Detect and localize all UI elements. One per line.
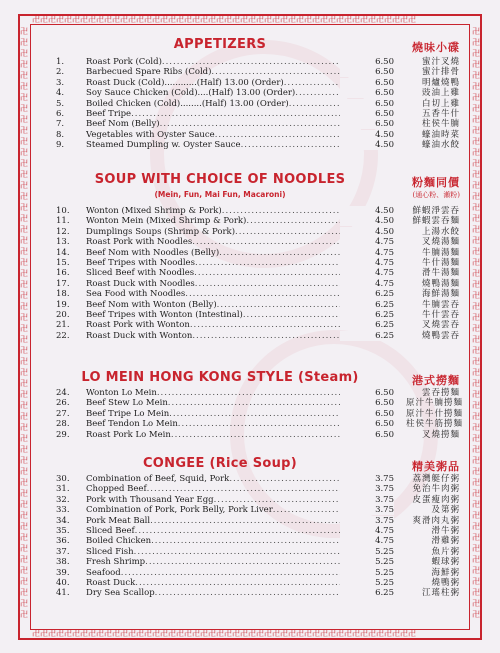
menu-item	[48, 474, 462, 484]
menu-item-price: 6.50	[340, 419, 394, 429]
menu-item	[48, 536, 462, 546]
menu-item	[48, 505, 462, 515]
menu-item-name: Wonton Lo Mein .....	[86, 388, 390, 398]
menu-item-number: 35.	[56, 526, 70, 536]
menu-item-name: Beef Tripes with Noodles .....	[86, 258, 390, 268]
menu-item-number: 3.	[56, 77, 65, 88]
menu-item	[48, 398, 462, 408]
menu-item-chinese-name: 海鮮粥	[431, 567, 460, 578]
menu-item-name: Sliced Fish .....	[86, 547, 390, 557]
menu-item-price: 3.75	[340, 516, 394, 526]
menu-item-price: 6.50	[340, 388, 394, 398]
menu-item-number: 13.	[56, 237, 70, 248]
menu-item-name: Beef Nom with Wonton (Belly) .....	[86, 300, 390, 310]
menu-item-price: 5.25	[340, 557, 394, 567]
greek-key-border-left: 卍 卍 卍 卍 卍 卍 卍 卍 卍 卍 卍 卍 卍 卍 卍 卍 卍 卍 卍 卍 卍 卍 卍 卍 卍 卍 卍 卍 卍 卍 卍 卍 卍 卍 卍 卍 卍 卍 卍 卍 卍 卍 卍 卍 卍 卍 卍 卍 卍 卍 卍 卍 卍 卍	[20, 27, 28, 619]
menu-item-price: 4.75	[340, 248, 394, 258]
menu-item-chinese-name: 牛腩雲吞	[421, 299, 460, 310]
menu-item-price: 6.25	[340, 331, 394, 341]
menu-item-name: Roast Pork Lo Mein .....	[86, 430, 390, 440]
menu-item	[48, 289, 462, 299]
menu-item	[48, 248, 462, 258]
menu-item-name: Pork with Thousand Year Egg .....	[86, 495, 390, 505]
menu-item-price: 5.25	[340, 578, 394, 588]
menu-item-number: 41.	[56, 588, 70, 599]
menu-item-number: 12.	[56, 226, 70, 237]
menu-item-price: 6.50	[340, 430, 394, 440]
section-subtitle-soup-noodles: (Mein, Fun, Mai Fun, Macaroni)	[154, 190, 286, 199]
menu-item-price: 5.25	[340, 568, 394, 578]
menu-item-number: 1.	[56, 57, 65, 67]
menu-item-chinese-name: 爽滑肉丸粥	[412, 515, 460, 526]
menu-item	[48, 300, 462, 310]
menu-item	[48, 310, 462, 320]
menu-item-name: Beef Tripes with Wonton (Intestinal) .....	[86, 310, 390, 320]
menu-item-price: 4.75	[340, 526, 394, 536]
menu-item	[48, 568, 462, 578]
menu-item	[48, 547, 462, 557]
menu-item-price: 5.25	[340, 547, 394, 557]
menu-item-name: Beef Tripe Lo Mein .....	[86, 409, 390, 419]
menu-item-number: 22.	[56, 330, 70, 341]
menu-item-price: 6.25	[340, 310, 394, 320]
menu-item	[48, 216, 462, 226]
menu-item	[48, 109, 462, 119]
menu-item	[48, 557, 462, 567]
menu-item-chinese-name: 滑牛湯麵	[421, 268, 460, 279]
menu-item-name: Wonton Mein (Mixed Shrimp & Pork) .....	[86, 216, 390, 226]
menu-item	[48, 99, 462, 109]
menu-item-name: Beef Nom with Noodles (Belly) .....	[86, 248, 390, 258]
menu-item-name: Chopped Beef .....	[86, 484, 390, 494]
menu-item-name: Beef Nom (Belly) .....	[86, 119, 390, 129]
section-title-congee: CONGEE (Rice Soup)	[142, 456, 298, 471]
menu-item-chinese-name: 叉燒撈麵	[421, 429, 460, 440]
menu-item-price: 4.50	[340, 227, 394, 237]
menu-item-price: 6.25	[340, 289, 394, 299]
menu-item-chinese-name: 荔灣艇仔粥	[412, 474, 460, 484]
menu-item	[48, 331, 462, 341]
menu-item-name: Soy Sauce Chicken (Cold)....(Half) 13.00 (Order) .....	[86, 88, 390, 98]
menu-item	[48, 57, 462, 67]
menu-item-price: 6.50	[340, 67, 394, 77]
menu-item-chinese-name: 明爐燒鴨	[421, 77, 460, 88]
section-title-soup-noodles-chinese: 粉麵同價	[412, 176, 460, 189]
menu-item	[48, 516, 462, 526]
menu-item	[48, 279, 462, 289]
menu-item-name: Pork Meat Ball .....	[86, 516, 390, 526]
menu-item-chinese-name: 雲吞撈麵	[421, 388, 460, 398]
menu-item-price: 4.75	[340, 258, 394, 268]
menu-item-name: Wonton (Mixed Shrimp & Pork) .....	[86, 206, 390, 216]
menu-item-number: 34.	[56, 515, 70, 526]
menu-item-chinese-name: 燒鴨湯麵	[421, 278, 460, 289]
menu-item-name: Beef Stew Lo Mein .....	[86, 398, 390, 408]
menu-item-name: Roast Pork with Noodles .....	[86, 237, 390, 247]
menu-item-chinese-name: 滑牛粥	[431, 526, 460, 536]
menu-item-price: 3.75	[340, 495, 394, 505]
menu-item-number: 17.	[56, 278, 70, 289]
menu-item-price: 4.75	[340, 237, 394, 247]
menu-item-name: Roast Duck (Cold)............(Half) 13.00 (Order) .....	[86, 78, 390, 88]
menu-item-number: 24.	[56, 388, 70, 398]
menu-item-chinese-name: 及第粥	[431, 505, 460, 516]
menu-item	[48, 78, 462, 88]
menu-item-number: 33.	[56, 505, 70, 516]
menu-item-price: 4.50	[340, 216, 394, 226]
menu-item-price: 3.75	[340, 505, 394, 515]
menu-item-chinese-name: 免治牛肉粥	[412, 484, 460, 495]
menu-item-number: 10.	[56, 206, 70, 216]
menu-item	[48, 258, 462, 268]
menu-item	[48, 526, 462, 536]
menu-item-name: Beef Tripe .....	[86, 109, 390, 119]
menu-item-name: Steamed Dumpling w. Oyster Sauce .....	[86, 140, 390, 150]
menu-item-number: 26.	[56, 398, 70, 409]
menu-item-chinese-name: 鮮蝦雲吞麵	[412, 216, 460, 227]
menu-item-name: Sliced Beef .....	[86, 526, 390, 536]
section-title-lo-mein-chinese: 港式撈麵	[412, 374, 460, 387]
menu-item	[48, 67, 462, 77]
menu-item-price: 6.25	[340, 588, 394, 598]
menu-item-price: 6.25	[340, 300, 394, 310]
menu-item-chinese-name: 鮮蝦淨雲吞	[412, 206, 460, 216]
menu-item-chinese-name: 白切上雞	[421, 98, 460, 109]
menu-item-name: Sea Food with Noodles .....	[86, 289, 390, 299]
menu-item-chinese-name: 牛什湯麵	[421, 258, 460, 268]
menu-item-number: 14.	[56, 247, 70, 258]
menu-item-number: 40.	[56, 578, 70, 588]
menu-item-name: Boiled Chicken .....	[86, 536, 390, 546]
greek-key-border-bottom: 卍卍卍卍卍卍卍卍卍卍卍卍卍卍卍卍卍卍卍卍卍卍卍卍卍卍卍卍卍卍卍卍卍卍卍卍卍卍卍卍卍卍卍卍卍卍卍卍	[32, 629, 416, 638]
menu-item-chinese-name: 滑雞粥	[431, 536, 460, 547]
menu-item-name: Dumplings Soups (Shrimp & Pork) .....	[86, 227, 390, 237]
section-title-lo-mein: LO MEIN HONG KONG STYLE (Steam)	[81, 370, 359, 385]
menu-item-number: 6.	[56, 109, 65, 119]
menu-item-chinese-name: 燒鴨粥	[431, 578, 460, 588]
section-title-appetizers-chinese: 燒味小碟	[412, 41, 460, 54]
menu-item	[48, 268, 462, 278]
menu-item	[48, 388, 462, 398]
menu-item-chinese-name: 江瑤柱粥	[421, 588, 460, 599]
menu-item-chinese-name: 原汁牛腩撈麵	[406, 398, 464, 409]
menu-item-number: 16.	[56, 268, 70, 279]
menu-item	[48, 578, 462, 588]
menu-item-price: 4.50	[340, 130, 394, 140]
menu-item-price: 4.50	[340, 140, 394, 150]
menu-item	[48, 237, 462, 247]
menu-item	[48, 206, 462, 216]
menu-item-name: Roast Pork (Cold) .....	[86, 57, 390, 67]
section-subtitle-soup-noodles-chinese: (通心粉、瀨粉)	[412, 191, 460, 199]
menu-item-chinese-name: 蠔油時菜	[421, 129, 460, 140]
menu-item-number: 31.	[56, 484, 70, 495]
menu-item-number: 11.	[56, 216, 70, 227]
menu-item-name: Roast Pork with Wonton .....	[86, 320, 390, 330]
menu-item-number: 9.	[56, 140, 65, 151]
menu-item-price: 6.50	[340, 119, 394, 129]
menu-item-name: Dry Sea Scallop .....	[86, 588, 390, 598]
menu-item-price: 6.50	[340, 398, 394, 408]
menu-item-name: Roast Duck .....	[86, 578, 390, 588]
menu-item-chinese-name: 叉燒湯麵	[421, 237, 460, 248]
menu-item-chinese-name: 海鮮湯麵	[421, 289, 460, 300]
menu-item-chinese-name: 五香牛什	[421, 109, 460, 119]
menu-item-chinese-name: 魚片粥	[431, 546, 460, 557]
menu-item-price: 3.75	[340, 484, 394, 494]
greek-key-border-right: 卍 卍 卍 卍 卍 卍 卍 卍 卍 卍 卍 卍 卍 卍 卍 卍 卍 卍 卍 卍 卍 卍 卍 卍 卍 卍 卍 卍 卍 卍 卍 卍 卍 卍 卍 卍 卍 卍 卍 卍 卍 卍 卍 卍 卍 卍 卍 卍 卍 卍 卍 卍 卍 卍	[472, 27, 480, 619]
menu-item-price: 6.50	[340, 78, 394, 88]
menu-item-name: Combination of Beef, Squid, Pork .....	[86, 474, 390, 484]
section-title-soup-noodles: SOUP WITH CHOICE OF NOODLES	[94, 172, 346, 187]
menu-item-number: 2.	[56, 67, 65, 78]
menu-item	[48, 119, 462, 129]
menu-item-price: 6.50	[340, 88, 394, 98]
menu-item-chinese-name: 蜜汁叉燒	[421, 57, 460, 67]
menu-item	[48, 409, 462, 419]
menu-item	[48, 140, 462, 150]
menu-item-name: Beef Tendon Lo Mein .....	[86, 419, 390, 429]
menu-item-price: 3.75	[340, 474, 394, 484]
menu-item	[48, 320, 462, 330]
menu-item-number: 29.	[56, 429, 70, 440]
menu-item-number: 32.	[56, 494, 70, 505]
greek-key-border-top: 卍卍卍卍卍卍卍卍卍卍卍卍卍卍卍卍卍卍卍卍卍卍卍卍卍卍卍卍卍卍卍卍卍卍卍卍卍卍卍卍卍卍卍卍卍卍卍卍	[32, 15, 416, 24]
menu-item-number: 30.	[56, 474, 70, 484]
menu-item-name: Roast Duck with Noodles .....	[86, 279, 390, 289]
menu-item-price: 4.75	[340, 279, 394, 289]
section-title-appetizers: APPETIZERS	[173, 37, 267, 52]
menu-item-price: 6.50	[340, 409, 394, 419]
menu-item-name: Combination of Pork, Pork Belly, Pork Liver .....	[86, 505, 390, 515]
menu-item-chinese-name: 豉油上雞	[421, 88, 460, 99]
menu-item	[48, 419, 462, 429]
menu-item-price: 6.50	[340, 99, 394, 109]
menu-item	[48, 227, 462, 237]
menu-item-number: 20.	[56, 310, 70, 320]
menu-item-number: 4.	[56, 88, 65, 99]
menu-item	[48, 430, 462, 440]
menu-item-number: 28.	[56, 419, 70, 430]
menu-item-chinese-name: 上湯水餃	[421, 226, 460, 237]
menu-item-number: 21.	[56, 320, 70, 331]
menu-item-chinese-name: 皮蛋瘦肉粥	[412, 494, 460, 505]
menu-item-name: Roast Duck with Wonton .....	[86, 331, 390, 341]
menu-item-number: 27.	[56, 408, 70, 419]
menu-item-chinese-name: 叉燒雲吞	[421, 320, 460, 331]
menu-item-chinese-name: 蠔油水餃	[421, 140, 460, 151]
menu-item-price: 4.50	[340, 206, 394, 216]
menu-item-name: Fresh Shrimp .....	[86, 557, 390, 567]
menu-item	[48, 588, 462, 598]
menu-item-name: Vegetables with Oyster Sauce .....	[86, 130, 390, 140]
menu-item-number: 15.	[56, 258, 70, 268]
menu-item-chinese-name: 牛腩湯麵	[421, 247, 460, 258]
menu-item	[48, 484, 462, 494]
menu-item-chinese-name: 燒鴨雲吞	[421, 330, 460, 341]
menu-item-price: 4.75	[340, 268, 394, 278]
menu-item-name: Boiled Chicken (Cold)........(Half) 13.00 (Order) .....	[86, 99, 390, 109]
menu-item-chinese-name: 柱侯牛筋撈麵	[406, 419, 464, 430]
menu-item-price: 6.25	[340, 320, 394, 330]
menu-item-number: 8.	[56, 129, 65, 140]
section-title-congee-chinese: 精美粥品	[412, 460, 460, 473]
menu-item-chinese-name: 柱侯牛腩	[421, 119, 460, 130]
menu-item-chinese-name: 原汁牛什撈麵	[406, 408, 464, 419]
menu-item-price: 6.50	[340, 109, 394, 119]
menu-item-number: 38.	[56, 557, 70, 568]
menu-item	[48, 88, 462, 98]
menu-item-number: 7.	[56, 119, 65, 130]
menu-item-number: 37.	[56, 546, 70, 557]
menu-item	[48, 495, 462, 505]
menu-item-number: 39.	[56, 567, 70, 578]
menu-item-chinese-name: 牛什雲吞	[421, 310, 460, 320]
menu-item-name: Seafood .....	[86, 568, 390, 578]
menu-item-chinese-name: 蜜汁排骨	[421, 67, 460, 78]
menu-item-price: 6.50	[340, 57, 394, 67]
menu-item-name: Barbecued Spare Ribs (Cold) .....	[86, 67, 390, 77]
menu-item-price: 4.75	[340, 536, 394, 546]
menu-item-number: 18.	[56, 289, 70, 300]
menu-item-number: 19.	[56, 299, 70, 310]
menu-item-name: Sliced Beef with Noodles .....	[86, 268, 390, 278]
menu-item-number: 5.	[56, 98, 65, 109]
menu-item-number: 36.	[56, 536, 70, 547]
menu-item-chinese-name: 蝦球粥	[431, 557, 460, 568]
menu-item	[48, 130, 462, 140]
